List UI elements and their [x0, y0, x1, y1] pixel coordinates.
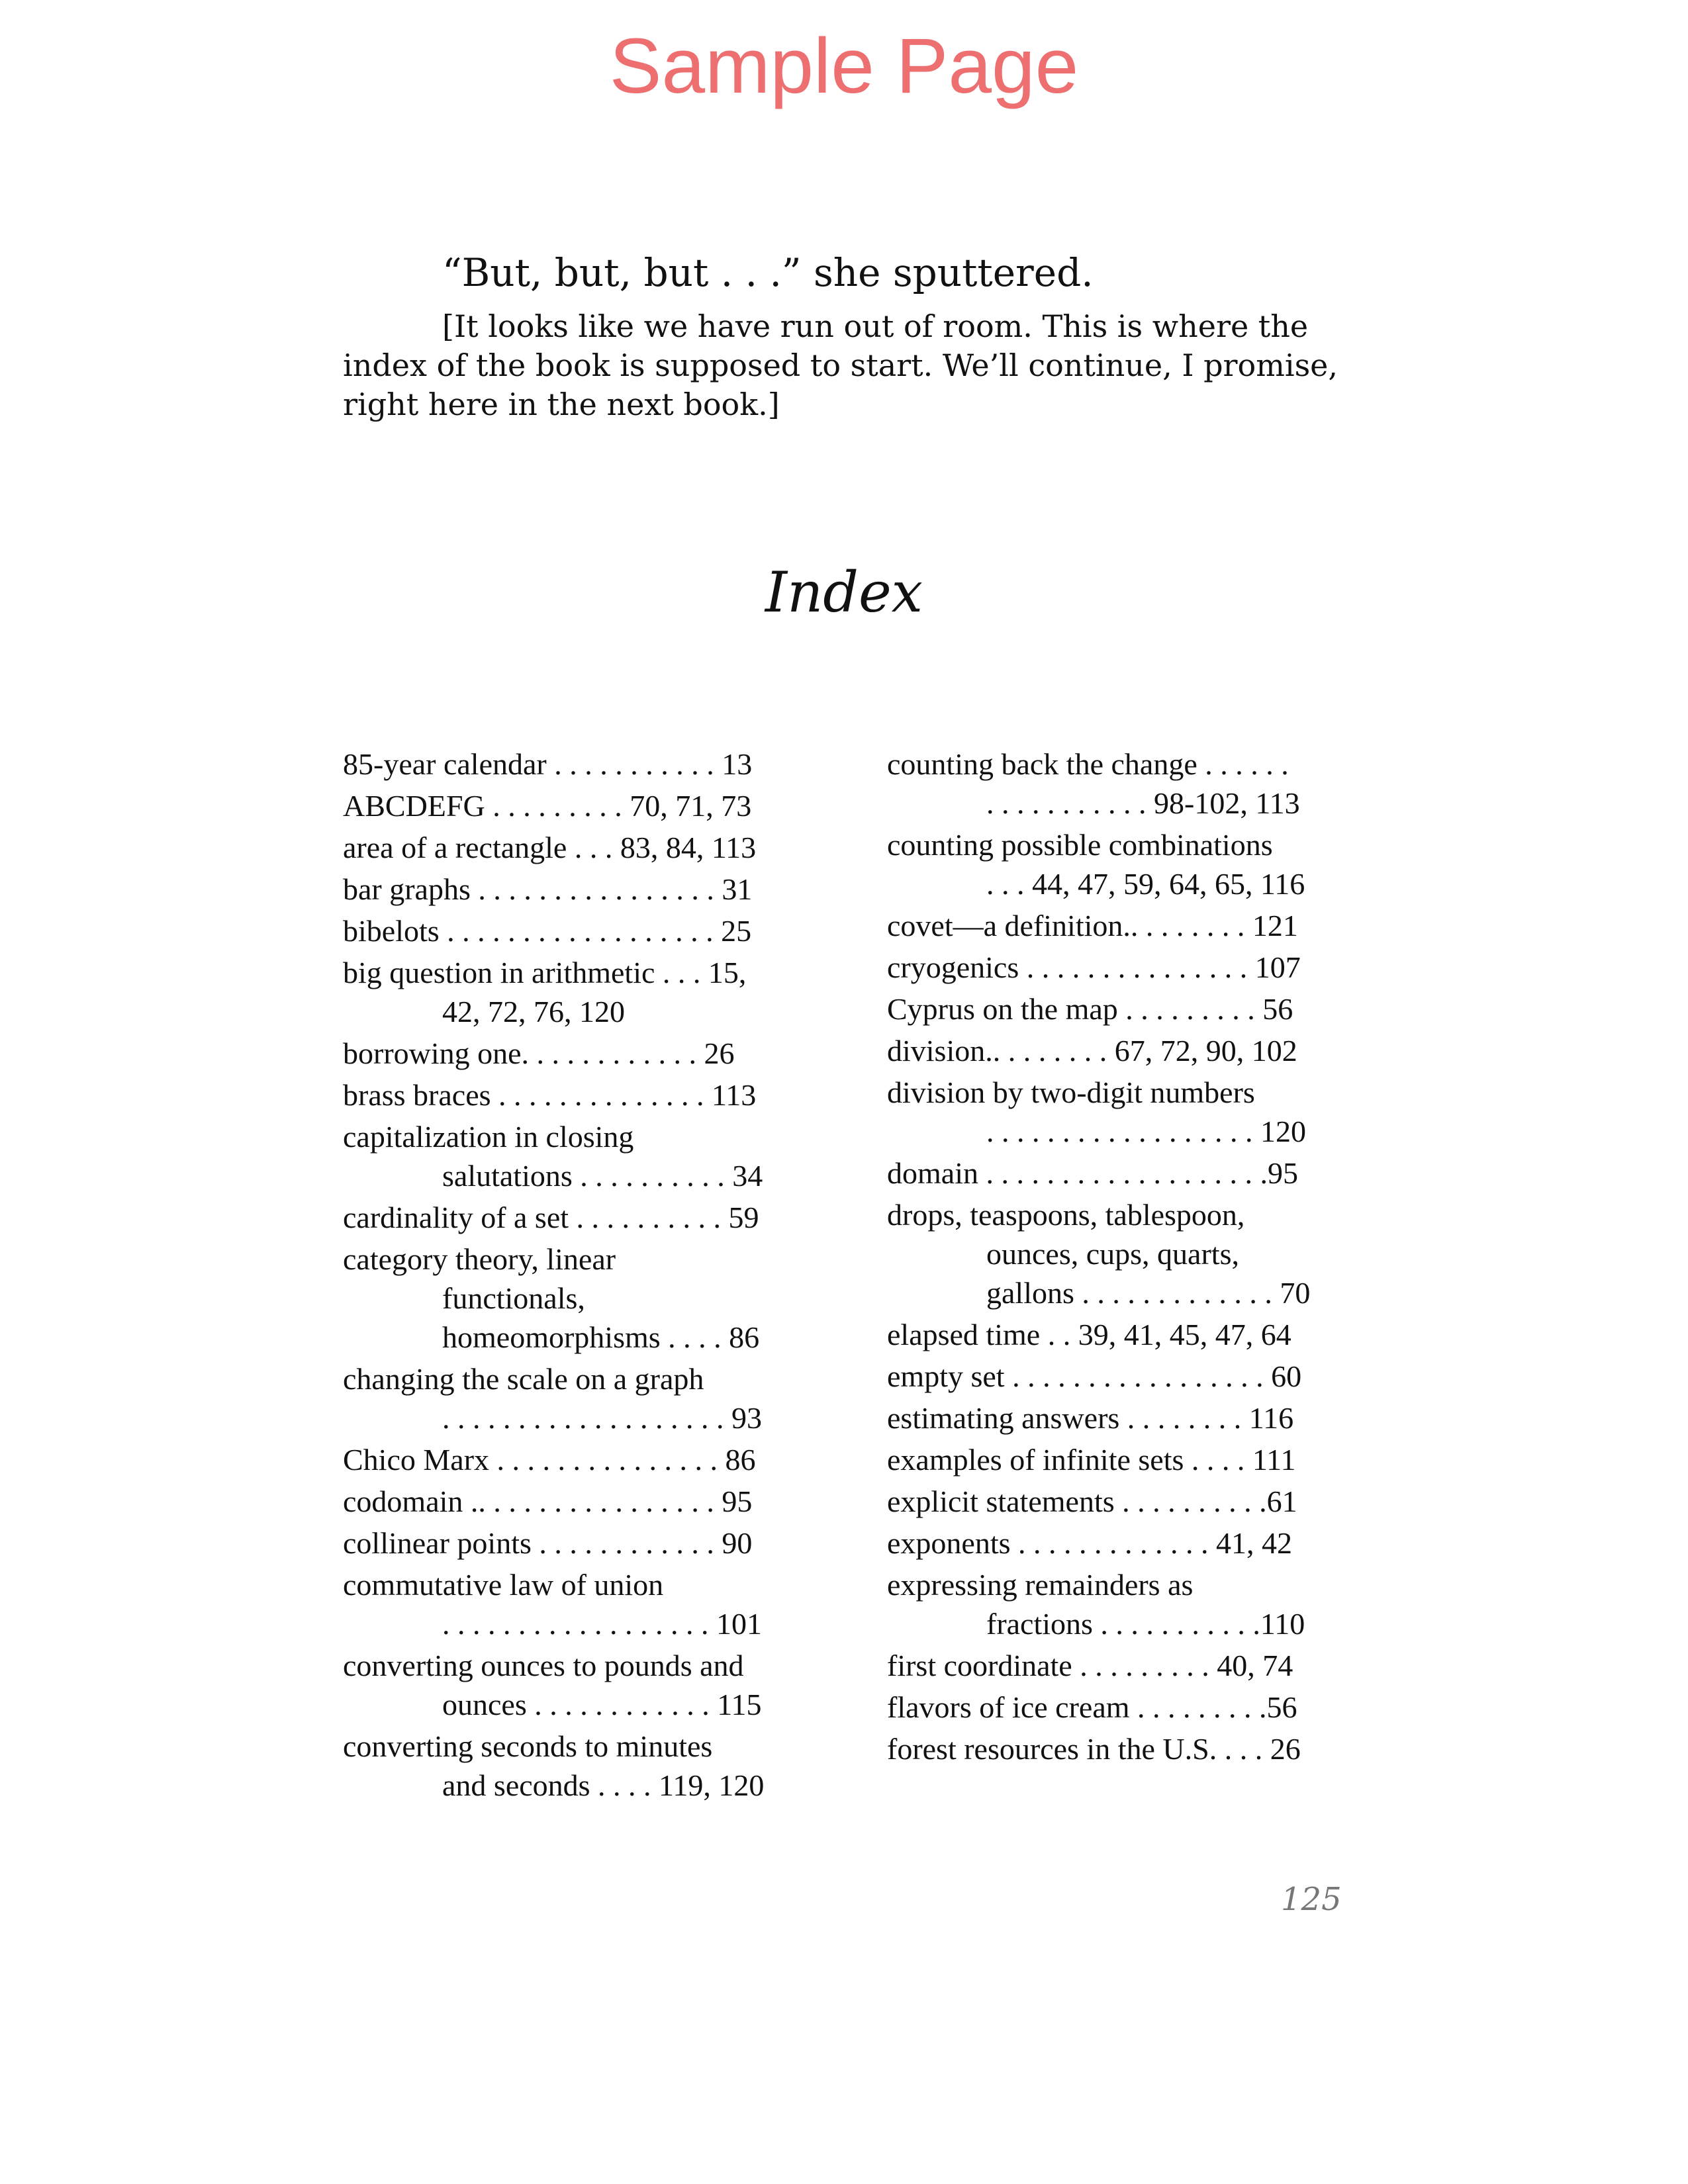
index-entry: [343, 1117, 786, 1195]
index-entry-continuation: . . . . . . . . . . . . . . . . . . 120: [986, 1115, 1306, 1148]
index-entry-continuation: functionals,: [442, 1281, 585, 1315]
index-entry-term: expressing remainders as: [887, 1568, 1194, 1602]
index-entry-term: counting back the change . . . . . .: [887, 747, 1289, 781]
index-entry-term: counting possible combinations: [887, 828, 1273, 862]
index-entry-term: category theory, linear: [343, 1242, 616, 1276]
index-heading: Index: [765, 560, 923, 625]
index-entry: [343, 745, 786, 784]
index-entry: [887, 745, 1334, 823]
sample-page-watermark: Sample Page: [609, 23, 1079, 110]
index-entry-term: drops, teaspoons, tablespoon,: [887, 1198, 1245, 1232]
index-entry-continuation: 42, 72, 76, 120: [442, 995, 625, 1028]
index-entry: [887, 1154, 1334, 1193]
index-entry-continuation: homeomorphisms . . . . 86: [442, 1320, 760, 1354]
index-entry-term: examples of infinite sets . . . . 111: [887, 1443, 1296, 1477]
index-entry: [887, 825, 1334, 903]
index-entry-term: division.. . . . . . . . 67, 72, 90, 102: [887, 1034, 1297, 1068]
index-entry-continuation: salutations . . . . . . . . . . 34: [442, 1159, 763, 1193]
index-entry: [343, 911, 786, 950]
index-entry: [343, 1440, 786, 1479]
index-entry: [343, 1565, 786, 1643]
index-entry-continuation: ounces . . . . . . . . . . . . 115: [442, 1688, 762, 1721]
index-entry-term: codomain .. . . . . . . . . . . . . . . . 95: [343, 1484, 753, 1518]
index-entry: [887, 1565, 1334, 1643]
index-entry: [887, 1357, 1334, 1396]
index-entry-term: elapsed time . . 39, 41, 45, 47, 64: [887, 1318, 1291, 1351]
index-entry: [887, 1031, 1334, 1070]
index-entry: [887, 1729, 1334, 1768]
index-entry: [887, 1073, 1334, 1151]
index-entry: [343, 1359, 786, 1437]
index-entry: [343, 953, 786, 1031]
index-entry-term: big question in arithmetic . . . 15,: [343, 956, 747, 989]
index-entry: [343, 1198, 786, 1237]
index-entry: [343, 1727, 786, 1805]
index-entry-continuation: . . . . . . . . . . . 98-102, 113: [986, 786, 1300, 820]
note-line: index of the book is supposed to start. We’ll continue, I promise,: [343, 347, 1338, 383]
index-entry-term: brass braces . . . . . . . . . . . . . . 113: [343, 1078, 757, 1112]
index-entry-term: commutative law of union: [343, 1568, 664, 1602]
index-entry: [887, 1195, 1334, 1312]
index-entry-term: estimating answers . . . . . . . . 116: [887, 1401, 1294, 1435]
index-entry-continuation: and seconds . . . . 119, 120: [442, 1768, 765, 1802]
index-entry-term: ABCDEFG . . . . . . . . . 70, 71, 73: [343, 789, 752, 823]
index-entry-term: collinear points . . . . . . . . . . . . 90: [343, 1526, 753, 1560]
note-line: right here in the next book.]: [343, 387, 780, 422]
page-number: 125: [1281, 1881, 1342, 1918]
index-entry: [887, 948, 1334, 987]
index-entry: [343, 786, 786, 825]
index-entry: [343, 1646, 786, 1724]
dialogue-quote: “But, but, but . . .” she sputtered.: [442, 250, 1094, 295]
index-entry-term: converting seconds to minutes: [343, 1729, 713, 1763]
index-entry-term: Cyprus on the map . . . . . . . . . 56: [887, 992, 1293, 1026]
index-entry-term: division by two-digit numbers: [887, 1075, 1255, 1109]
index-entry: [343, 1075, 786, 1115]
index-left-column: [343, 745, 786, 1805]
index-entry: [343, 1034, 786, 1073]
index-entry-continuation: fractions . . . . . . . . . . .110: [986, 1607, 1305, 1641]
index-entry-term: cryogenics . . . . . . . . . . . . . . . 107: [887, 950, 1301, 984]
index-entry: [343, 828, 786, 867]
index-entry: [343, 1482, 786, 1521]
index-entry-term: forest resources in the U.S. . . . 26: [887, 1732, 1301, 1766]
index-entry-term: cardinality of a set . . . . . . . . . . 59: [343, 1201, 759, 1234]
note-line: [It looks like we have run out of room. This is where the: [442, 308, 1309, 344]
index-entry: [887, 989, 1334, 1028]
index-entry-term: 85-year calendar . . . . . . . . . . . 13: [343, 747, 753, 781]
index-entry-continuation: . . . . . . . . . . . . . . . . . . . 93: [442, 1401, 762, 1435]
index-entry-term: area of a rectangle . . . 83, 84, 113: [343, 831, 757, 864]
index-entry-term: first coordinate . . . . . . . . . 40, 74: [887, 1649, 1293, 1682]
index-entry-term: changing the scale on a graph: [343, 1362, 704, 1396]
index-entry: [887, 1398, 1334, 1437]
index-entry: [887, 1524, 1334, 1563]
index-entry-term: Chico Marx . . . . . . . . . . . . . . . 86: [343, 1443, 756, 1477]
index-entry-term: capitalization in closing: [343, 1120, 634, 1154]
index-entry-continuation: . . . . . . . . . . . . . . . . . . 101: [442, 1607, 762, 1641]
index-entry: [343, 870, 786, 909]
bracketed-note: [343, 307, 1349, 424]
index-entry: [343, 1240, 786, 1357]
index-entry: [887, 1440, 1334, 1479]
index-entry-continuation: ounces, cups, quarts,: [986, 1237, 1239, 1271]
index-entry-term: covet—a definition.. . . . . . . . 121: [887, 909, 1298, 942]
index-entry: [887, 1315, 1334, 1354]
index-entry-term: bibelots . . . . . . . . . . . . . . . . . . 25: [343, 914, 752, 948]
index-entry-term: flavors of ice cream . . . . . . . . .56: [887, 1690, 1297, 1724]
index-entry-term: converting ounces to pounds and: [343, 1649, 744, 1682]
index-entry: [887, 906, 1334, 945]
index-entry: [887, 1646, 1334, 1685]
index-entry-continuation: . . . 44, 47, 59, 64, 65, 116: [986, 867, 1305, 901]
index-entry-term: empty set . . . . . . . . . . . . . . . . . 60: [887, 1359, 1302, 1393]
index-entry-term: exponents . . . . . . . . . . . . . 41, 42: [887, 1526, 1293, 1560]
index-entry-continuation: gallons . . . . . . . . . . . . . 70: [986, 1276, 1311, 1310]
index-entry-term: domain . . . . . . . . . . . . . . . . . . .95: [887, 1156, 1298, 1190]
index-entry-term: borrowing one. . . . . . . . . . . . 26: [343, 1036, 735, 1070]
index-entry-term: bar graphs . . . . . . . . . . . . . . . . 31: [343, 872, 753, 906]
index-entry: [343, 1524, 786, 1563]
index-entry: [887, 1688, 1334, 1727]
index-entry-term: explicit statements . . . . . . . . . .61: [887, 1484, 1297, 1518]
index-entry: [887, 1482, 1334, 1521]
index-right-column: [887, 745, 1334, 1768]
